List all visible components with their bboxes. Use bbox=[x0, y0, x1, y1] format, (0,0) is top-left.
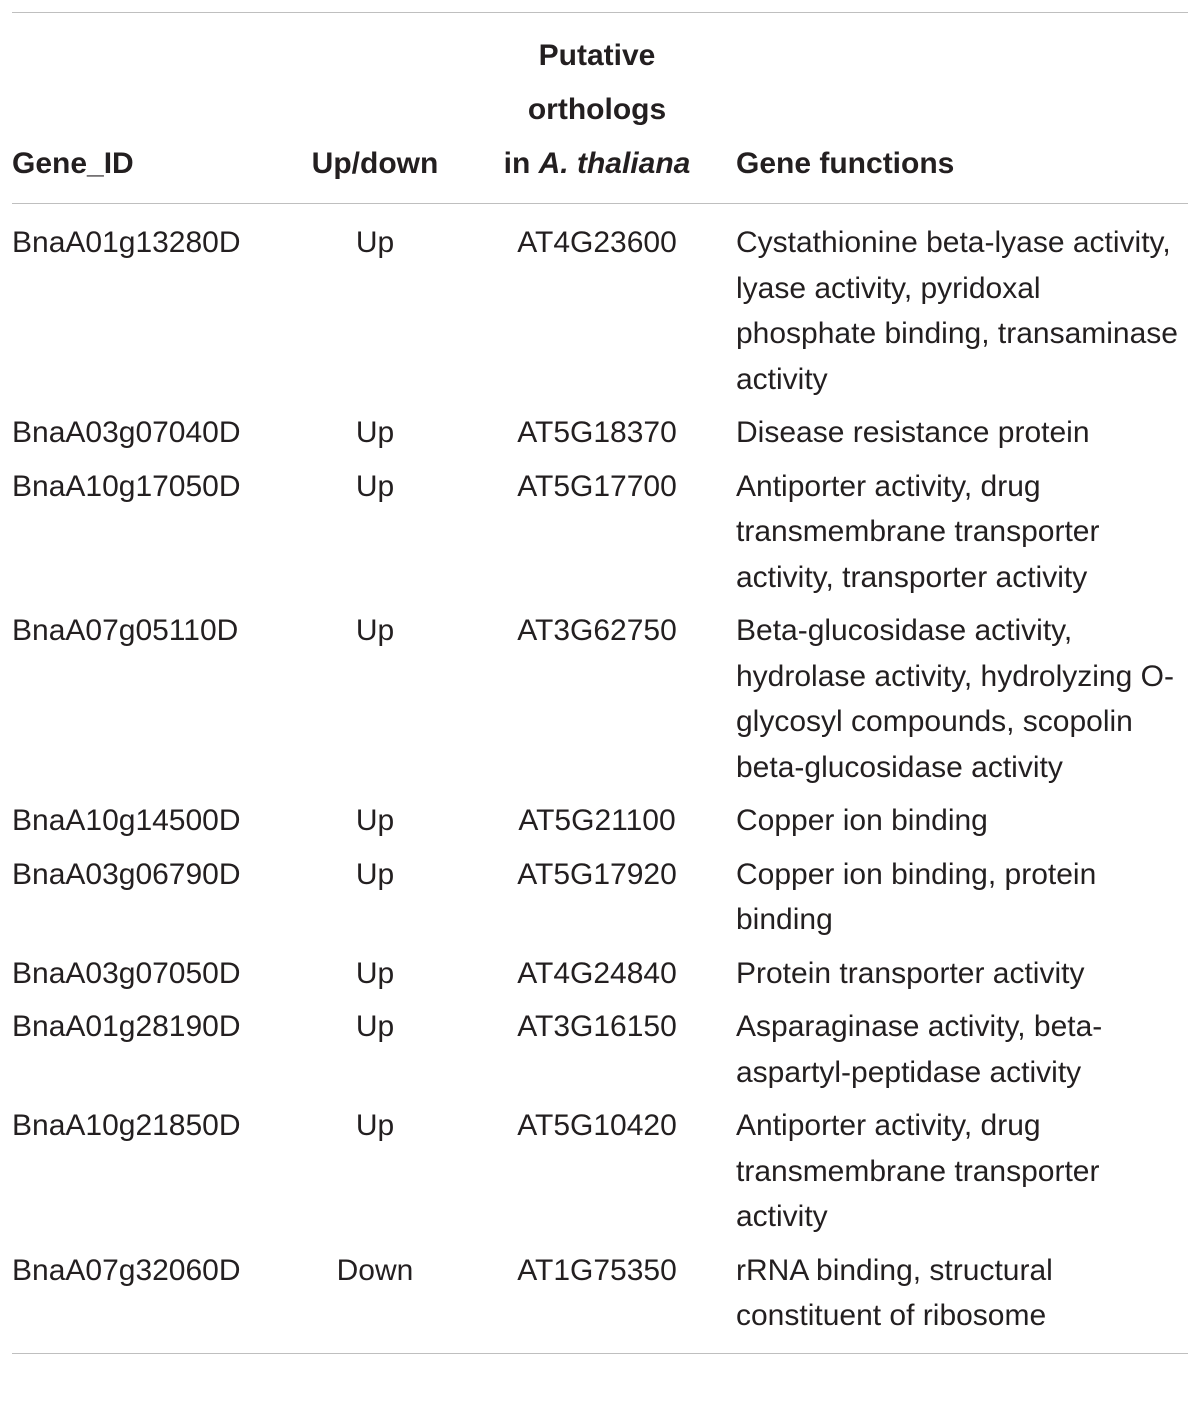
cell-ortholog: AT5G21100 bbox=[518, 804, 676, 837]
cell-up-down: Up bbox=[355, 226, 395, 259]
table-row bbox=[12, 852, 1188, 951]
cell-gene-id: BnaA03g07040D bbox=[12, 416, 241, 449]
cell-gene-id: BnaA10g14500D bbox=[12, 804, 241, 837]
cell-gene-function: Antiporter activity, drug transmembrane transporter activity, transporter activity bbox=[736, 469, 1100, 594]
cell-gene-function: Copper ion binding bbox=[736, 804, 988, 837]
cell-gene-function: rRNA binding, structural constituent of ribosome bbox=[736, 1253, 1053, 1332]
cell-gene-function: Beta-glucosidase activity, hydrolase activity, hydrolyzing O-glycosyl compounds, scopolin beta-glucosidase activity bbox=[736, 614, 1174, 784]
gene-table bbox=[12, 13, 1188, 1353]
bottom-rule bbox=[12, 1353, 1188, 1354]
cell-up-down: Down bbox=[336, 1253, 414, 1287]
header-gene-id: Gene_ID bbox=[12, 147, 134, 180]
cell-gene-function: Protein transporter activity bbox=[736, 956, 1085, 990]
cell-gene-id: BnaA01g28190D bbox=[12, 1010, 241, 1043]
cell-up-down: Up bbox=[355, 416, 395, 449]
header-row bbox=[12, 13, 1188, 204]
table-row bbox=[12, 1248, 1188, 1353]
gene-table-container bbox=[12, 12, 1188, 1354]
cell-up-down: Up bbox=[355, 857, 395, 891]
cell-ortholog: AT3G62750 bbox=[517, 614, 677, 647]
cell-gene-id: BnaA03g07050D bbox=[12, 956, 241, 990]
cell-gene-id: BnaA10g17050D bbox=[12, 469, 241, 503]
cell-ortholog: AT5G17920 bbox=[517, 857, 677, 891]
cell-gene-id: BnaA10g21850D bbox=[12, 1109, 241, 1142]
cell-gene-id: BnaA03g06790D bbox=[12, 857, 241, 891]
cell-ortholog: AT1G75350 bbox=[517, 1253, 677, 1287]
cell-up-down: Up bbox=[355, 1010, 395, 1043]
cell-up-down: Up bbox=[355, 469, 395, 503]
header-orthologs-species: A. thaliana bbox=[538, 147, 691, 180]
table-row bbox=[12, 608, 1188, 798]
table-row bbox=[12, 204, 1188, 410]
table-header bbox=[12, 13, 1188, 204]
table-row bbox=[12, 1004, 1188, 1103]
header-orthologs-line3-prefix: in bbox=[503, 147, 539, 180]
cell-gene-id: BnaA01g13280D bbox=[12, 226, 241, 259]
table-body bbox=[12, 204, 1188, 1353]
cell-up-down: Up bbox=[355, 956, 395, 990]
header-orthologs bbox=[458, 13, 736, 204]
header-orthologs-line2: orthologs bbox=[527, 93, 667, 126]
cell-gene-id: BnaA07g32060D bbox=[12, 1253, 241, 1287]
header-up-down: Up/down bbox=[311, 147, 439, 180]
table-row bbox=[12, 464, 1188, 609]
table-row bbox=[12, 951, 1188, 1005]
cell-ortholog: AT5G10420 bbox=[517, 1109, 677, 1142]
table-row bbox=[12, 1103, 1188, 1248]
cell-gene-function: Antiporter activity, drug transmembrane transporter activity bbox=[736, 1109, 1100, 1233]
cell-gene-function: Copper ion binding, protein binding bbox=[736, 857, 1097, 936]
cell-ortholog: AT5G17700 bbox=[517, 469, 677, 503]
cell-ortholog: AT4G24840 bbox=[517, 956, 677, 990]
header-gene-functions: Gene functions bbox=[736, 147, 955, 180]
cell-ortholog: AT3G16150 bbox=[517, 1010, 677, 1043]
cell-up-down: Up bbox=[355, 804, 395, 837]
header-orthologs-line1: Putative bbox=[538, 39, 656, 72]
table-row bbox=[12, 410, 1188, 464]
cell-up-down: Up bbox=[355, 614, 395, 647]
cell-gene-function: Asparaginase activity, beta-aspartyl-peptidase activity bbox=[736, 1010, 1103, 1089]
cell-gene-id: BnaA07g05110D bbox=[12, 614, 239, 647]
cell-ortholog: AT4G23600 bbox=[517, 226, 677, 259]
table-row bbox=[12, 798, 1188, 852]
cell-gene-function: Disease resistance protein bbox=[736, 416, 1090, 449]
cell-up-down: Up bbox=[355, 1109, 395, 1142]
cell-ortholog: AT5G18370 bbox=[517, 416, 677, 449]
cell-gene-function: Cystathionine beta-lyase activity, lyase activity, pyridoxal phosphate binding, transaminase activity bbox=[736, 226, 1178, 396]
